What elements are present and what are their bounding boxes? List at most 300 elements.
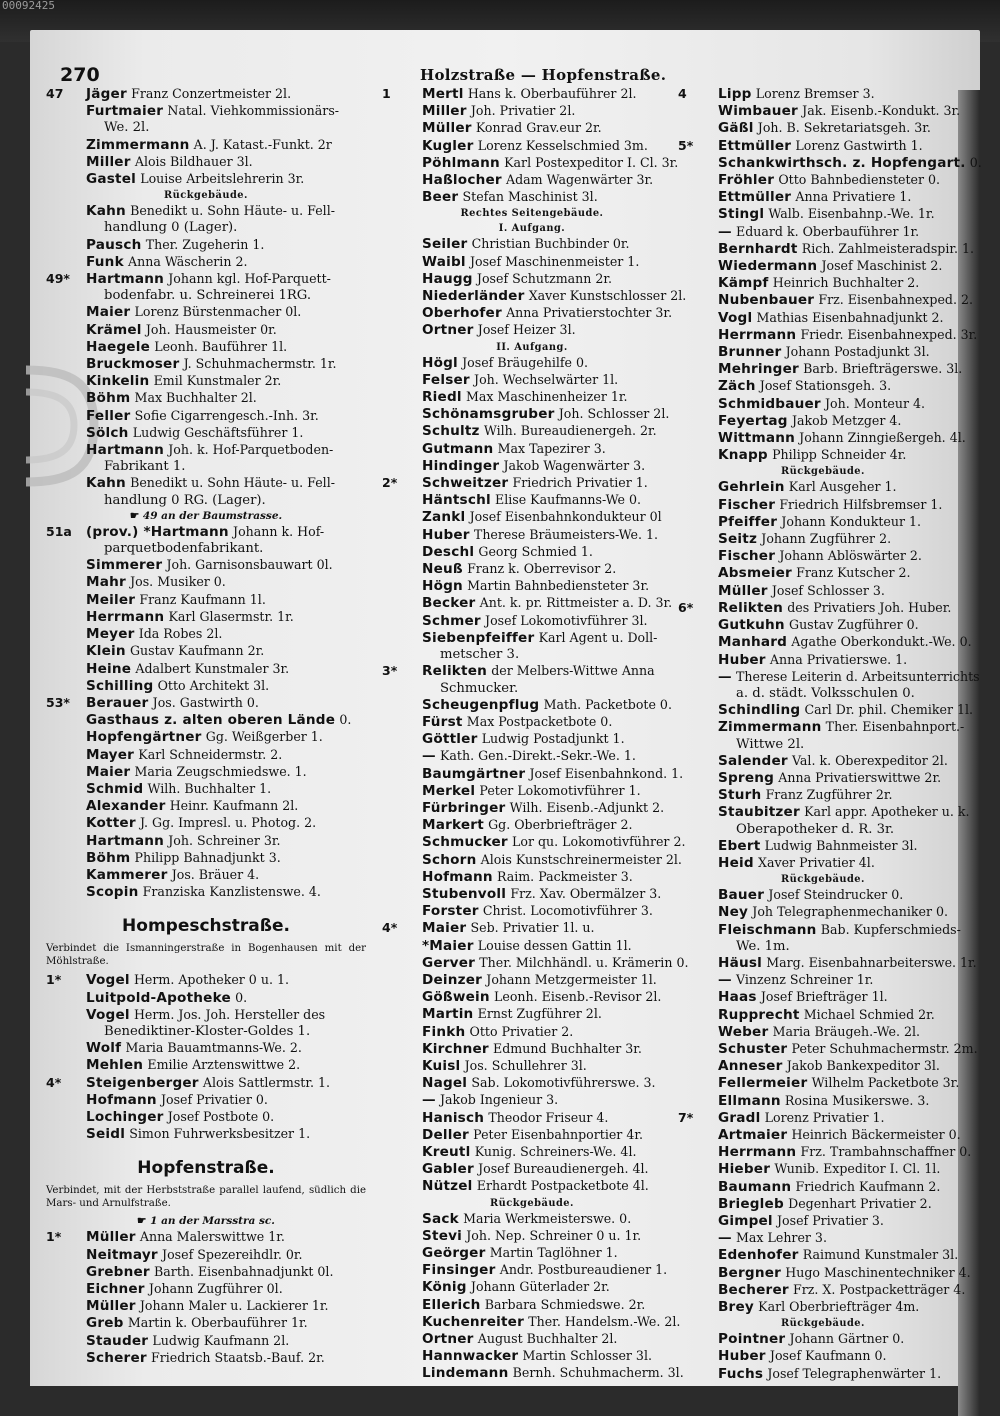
resident-name: — [422, 748, 436, 765]
resident-details: Jos. Schullehrer 3l. [464, 1057, 587, 1073]
directory-entry [382, 903, 682, 920]
resident-details: des Privatiers Joh. Huber. [787, 599, 952, 615]
resident-details: 0. [339, 712, 352, 728]
resident-name: Ortner [422, 322, 474, 339]
directory-entry [382, 355, 682, 372]
resident-details: Max Tapezirer 3. [497, 440, 606, 456]
house-number: 4* [382, 920, 398, 936]
resident-details: Wilh. Bureaudienergeh. 2r. [483, 423, 657, 439]
resident-details: Johann kgl. Hof-Parquett- [168, 271, 331, 287]
resident-name: Fröhler [718, 172, 775, 189]
directory-entry [678, 361, 968, 378]
resident-details: Elise Kaufmanns-We 0. [495, 492, 641, 508]
resident-name: Häusl [718, 954, 762, 971]
resident-name: Wittmann [718, 430, 795, 447]
resident-details: Rosina Musikerswe. 3. [784, 1092, 930, 1108]
directory-entry [678, 514, 968, 531]
resident-name: Lochinger [86, 1108, 164, 1125]
resident-name: Forster [422, 903, 479, 920]
directory-entry [678, 668, 980, 686]
directory-entry [382, 1348, 682, 1365]
directory-entry [678, 548, 968, 565]
directory-entry [382, 103, 682, 120]
resident-details: Ther. Eisenbahnport.- [825, 719, 965, 735]
resident-details: Ther. Zugeherin 1. [145, 236, 265, 252]
resident-name: Haßlocher [422, 172, 502, 189]
resident-details: Frz. Eisenbahnexped. 2. [818, 292, 973, 308]
directory-entry [46, 137, 366, 154]
directory-entry [678, 275, 968, 292]
resident-details: Martin k. Oberbauführer 1r. [127, 1315, 308, 1331]
resident-details: Jos. Gastwirth 0. [152, 694, 259, 710]
resident-name: Furtmaier [86, 103, 164, 120]
resident-name: Weber [718, 1023, 769, 1040]
resident-name: Zimmermann [86, 136, 190, 153]
resident-details: Josef Bureaudienergeh. 4l. [478, 1161, 649, 1177]
directory-entry [46, 1126, 366, 1143]
directory-entry [46, 574, 366, 591]
resident-details: Maria Bauamtmanns-We. 2. [125, 1040, 302, 1056]
column-3 [678, 86, 982, 1383]
resident-details: Frz. Xav. Obermälzer 3. [510, 885, 662, 901]
resident-details: Maria Werkmeisterswe. 0. [463, 1210, 632, 1226]
resident-name: Huber [718, 651, 766, 668]
resident-details: Joh. Garnisonsbauwart 0l. [166, 557, 333, 573]
directory-entry [382, 86, 682, 103]
resident-details: Bab. Kupferschmieds- [820, 921, 961, 937]
directory-entry [678, 138, 968, 155]
resident-details: Herm. Apotheker 0 u. 1. [133, 972, 289, 988]
resident-details: Vinzenz Schreiner 1r. [736, 972, 874, 988]
resident-details: Ludwig Postadjunkt 1. [481, 731, 625, 747]
resident-name: Beer [422, 189, 459, 206]
directory-entry [678, 497, 968, 514]
resident-name: Ettmüller [718, 189, 792, 206]
resident-details: Lorenz Gastwirth 1. [795, 137, 923, 153]
resident-name: Hannwacker [422, 1348, 519, 1365]
directory-entry [382, 372, 682, 389]
entry-continuation: Benediktiner-Kloster-Goldes 1. [104, 1023, 311, 1039]
resident-details: Edmund Buchhalter 3r. [493, 1040, 642, 1056]
directory-entry [46, 712, 366, 729]
street-heading: Hompeschstraße. [122, 916, 290, 937]
resident-details: Josef Schutzmann 2r. [476, 270, 613, 286]
directory-entry [46, 442, 366, 459]
resident-details: Erhardt Postpacketbote 4l. [476, 1178, 649, 1194]
resident-name: Pointner [718, 1331, 786, 1348]
directory-entry [678, 292, 973, 309]
resident-name: Bruckmoser [86, 356, 180, 373]
resident-details: Anna Privatierswe. 1. [769, 651, 908, 667]
resident-details: Lorenz Kesselschmied 3m. [477, 137, 648, 153]
resident-name: Scheugenpflug [422, 696, 540, 713]
resident-details: Ant. k. pr. Rittmeister a. D. 3r. [479, 595, 673, 611]
directory-entry [678, 634, 972, 651]
resident-details: Friedrich Kaufmann 2. [795, 1178, 941, 1194]
resident-details: Johann Güterlader 2r. [470, 1279, 610, 1295]
resident-name: Schankwirthsch. z. Hopfengart. [718, 154, 966, 171]
directory-entry [382, 509, 682, 526]
directory-entry [46, 747, 366, 764]
entry-continuation: handlung 0 RG. (Lager). [104, 492, 266, 508]
resident-name: Krämel [86, 321, 142, 338]
resident-details: Degenhart Privatier 2. [788, 1195, 932, 1211]
directory-entry [382, 458, 682, 475]
resident-name: Wimbauer [718, 103, 798, 120]
resident-name: Luitpold-Apotheke [86, 989, 231, 1006]
page-number: 270 [60, 64, 100, 86]
resident-details: Karl Ausgeher 1. [788, 479, 897, 495]
resident-name: Stevi [422, 1227, 463, 1244]
directory-entry [382, 800, 682, 817]
resident-name: Göttler [422, 731, 478, 748]
directory-entry [382, 1178, 682, 1195]
directory-entry [46, 884, 366, 901]
resident-name: Vogel [86, 972, 130, 989]
directory-entry [46, 781, 366, 798]
resident-name: Hartmann [86, 271, 165, 288]
resident-details: Friedrich Hilfsbremser 1. [779, 496, 943, 512]
building-subheading: II. Aufgang. [496, 341, 568, 353]
resident-details: Otto Privatier 2. [469, 1023, 574, 1039]
resident-name: Wolf [86, 1040, 122, 1057]
resident-details: Ludwig Geschäftsführer 1. [132, 424, 304, 440]
resident-details: Ther. Handelsm.-We. 2l. [528, 1313, 681, 1329]
resident-details: Josef Heizer 3l. [477, 322, 576, 338]
resident-name: Ellerich [422, 1296, 481, 1313]
directory-entry [46, 304, 366, 321]
resident-details: Anna Privatierstochter 3r. [506, 305, 673, 321]
building-subheading: Rechtes Seitengebäude. [460, 208, 604, 220]
resident-name: Haegele [86, 338, 150, 355]
resident-details: Joh. Wechselwärter 1l. [474, 371, 619, 387]
directory-entry [382, 1245, 682, 1262]
building-subheading: Rückgebäude. [781, 874, 865, 886]
directory-entry [678, 1161, 968, 1178]
resident-details: Benedikt u. Sohn Häute- u. Fell- [130, 203, 335, 219]
resident-details: Jakob Ingenieur 3. [440, 1092, 559, 1108]
directory-entry [678, 1058, 968, 1075]
directory-entry [382, 578, 682, 595]
resident-details: Marg. Eisenbahnarbeiterswe. 1r. [766, 954, 977, 970]
resident-name: Gradl [718, 1109, 761, 1126]
resident-details: A. J. Katast.-Funkt. 2r [193, 136, 332, 152]
directory-entry [382, 120, 682, 137]
resident-name: Stauder [86, 1332, 149, 1349]
directory-entry [46, 373, 366, 390]
resident-name: Edenhofer [718, 1247, 799, 1264]
directory-entry [382, 1211, 682, 1228]
entry-continuation: Wittwe 2l. [736, 736, 805, 752]
directory-entry [382, 492, 682, 509]
house-number: 2* [382, 475, 398, 491]
resident-name: Kuisl [422, 1057, 461, 1074]
resident-name: Greb [86, 1315, 124, 1332]
directory-entry [678, 120, 968, 137]
resident-details: Max Postpacketbote 0. [466, 713, 613, 729]
resident-details: Josef Maschinenmeister 1. [469, 253, 640, 269]
directory-entry [382, 938, 682, 955]
house-number: 4 [678, 86, 687, 101]
resident-details: Franz Zugführer 2r. [765, 787, 893, 803]
directory-entry [382, 305, 682, 322]
entry-continuation: parquetbodenfabrikant. [104, 541, 264, 557]
resident-details: Maria Zeugschmiedswe. 1. [134, 763, 307, 779]
resident-name: Mayer [86, 746, 135, 763]
directory-entry [382, 748, 682, 765]
resident-name: Fischer [718, 548, 776, 565]
directory-entry [46, 254, 366, 271]
building-subheading: Rückgebäude. [490, 1197, 574, 1209]
directory-entry [382, 1279, 682, 1296]
resident-name: Heine [86, 660, 132, 677]
resident-name: Schmid [86, 780, 144, 797]
directory-entry [678, 1040, 978, 1058]
entry-continuation: a. d. städt. Volksschulen 0. [736, 685, 915, 701]
resident-name: Haas [718, 989, 757, 1006]
directory-entry [678, 344, 968, 361]
resident-details: Max Maschinenheizer 1r. [465, 389, 628, 405]
resident-name: Spreng [718, 769, 775, 786]
resident-name: Gäßl [718, 120, 754, 137]
directory-entry [382, 886, 682, 903]
resident-name: Hieber [718, 1161, 771, 1178]
directory-entry [678, 189, 968, 206]
directory-entry [678, 310, 968, 327]
resident-details: Johann Zugführer 0l. [148, 1280, 283, 1296]
building-subheading: Rückgebäude. [164, 190, 248, 202]
resident-name: König [422, 1279, 467, 1296]
directory-entry [46, 524, 366, 541]
resident-name: Fleischmann [718, 921, 817, 938]
directory-entry [678, 617, 968, 634]
directory-entry [46, 764, 366, 781]
resident-details: Mathias Eisenbahnadjunkt 2. [756, 309, 944, 325]
resident-name: Böhm [86, 849, 131, 866]
house-number: 3* [382, 663, 398, 679]
directory-entry [678, 989, 968, 1006]
directory-entry [382, 561, 682, 578]
resident-details: Joh. Privatier 2l. [470, 103, 576, 119]
resident-details: Josef Kaufmann 0. [769, 1348, 887, 1364]
directory-entry [46, 643, 366, 660]
resident-name: Gößwein [422, 989, 490, 1006]
cross-reference-note [46, 1214, 366, 1229]
resident-details: Maria Bräugeh.-We. 2l. [772, 1023, 921, 1039]
scan-id: 00092425 [2, 0, 55, 12]
resident-name: Rupprecht [718, 1006, 800, 1023]
resident-details: Ther. Milchhändl. u. Krämerin 0. [479, 954, 689, 970]
resident-name: *Maier [422, 937, 474, 954]
resident-details: Karl Oberbriefträger 4m. [758, 1299, 920, 1315]
resident-details: Josef Spezereihdlr. 0r. [162, 1246, 303, 1262]
resident-name: Deschl [422, 543, 475, 560]
directory-entry [382, 389, 682, 406]
resident-name: Relikten [422, 663, 488, 680]
resident-name: Ebert [718, 837, 761, 854]
resident-name: Absmeier [718, 565, 792, 582]
directory-entry [46, 339, 366, 356]
resident-details: Ludwig Bahnmeister 3l. [764, 837, 918, 853]
directory-entry [382, 1058, 682, 1075]
resident-name: Simmerer [86, 557, 163, 574]
resident-name: Schönamsgruber [422, 406, 555, 423]
resident-details: Natal. Viehkommissionärs- [167, 103, 340, 119]
directory-entry [382, 1041, 682, 1058]
resident-details: Frz. X. Postpacketträger 4. [792, 1281, 966, 1297]
building-subheading: Rückgebäude. [781, 1318, 865, 1330]
resident-details: Christ. Locomotivführer 3. [482, 903, 653, 919]
directory-entry [678, 1366, 968, 1383]
resident-name: Fischer [718, 496, 776, 513]
directory-entry [382, 544, 682, 561]
resident-details: Wilh. Buchhalter 1. [147, 780, 272, 796]
resident-name: Stubenvoll [422, 885, 507, 902]
resident-name: Baumgärtner [422, 765, 526, 782]
resident-name: Manhard [718, 634, 788, 651]
resident-name: Knapp [718, 447, 768, 464]
cross-reference-note [46, 509, 366, 524]
directory-entry [382, 663, 682, 680]
resident-details: Friedrich Privatier 1. [512, 475, 648, 491]
resident-name: Zäch [718, 378, 756, 395]
resident-name: Kotter [86, 815, 136, 832]
resident-details: Emilie Arztenswittwe 2. [147, 1057, 301, 1073]
resident-details: der Melbers-Wittwe Anna [491, 663, 655, 679]
resident-name: Maier [422, 920, 467, 937]
resident-name: Gehrlein [718, 479, 785, 496]
resident-details: Martin Bahnbediensteter 3r. [467, 578, 650, 594]
resident-name: Felser [422, 371, 470, 388]
resident-details: Jos. Musiker 0. [130, 574, 226, 590]
resident-name: Mahr [86, 574, 126, 591]
directory-entry [46, 408, 366, 425]
resident-name: Nützel [422, 1178, 473, 1195]
resident-details: Otto Bahnbediensteter 0. [778, 172, 941, 188]
resident-details: Kunig. Schreiners-We. 4l. [474, 1143, 637, 1159]
resident-details: Barb. Briefträgerswe. 3l. [803, 361, 963, 377]
resident-details: Jak. Eisenb.-Kondukt. 3r. [802, 103, 961, 119]
resident-details: Alois Bildhauer 3l. [134, 153, 253, 169]
directory-entry [382, 254, 682, 271]
directory-entry [678, 565, 968, 582]
directory-entry [46, 203, 366, 220]
resident-details: Xaver Privatier 4l. [758, 854, 875, 870]
house-number: 5* [678, 137, 694, 153]
resident-details: Johann Maler u. Lackierer 1r. [139, 1298, 329, 1314]
directory-entry [382, 697, 682, 714]
resident-details: Karl Glasermstr. 1r. [168, 608, 294, 624]
directory-entry [382, 731, 682, 748]
directory-entry [46, 1333, 366, 1350]
directory-entry [46, 1350, 366, 1367]
directory-entry [678, 378, 968, 395]
directory-entry [678, 1196, 968, 1213]
directory-entry [382, 441, 682, 458]
resident-name: (prov.) *Hartmann [86, 523, 229, 540]
resident-details: Heinr. Kaufmann 2l. [169, 798, 299, 814]
directory-entry [382, 834, 686, 851]
street-description: Verbindet, mit der Herbststraße parallel laufend, südlich die Mars- und Arnulfstraße. [46, 1185, 366, 1209]
resident-details: Joh. Schlosser 2l. [558, 406, 670, 422]
resident-details: Jakob Metzger 4. [791, 412, 902, 428]
resident-name: Högl [422, 354, 458, 371]
directory-entry [382, 817, 682, 834]
resident-name: Schindling [718, 702, 801, 719]
resident-details: Gg. Oberbriefträger 2. [488, 817, 633, 833]
resident-name: Schultz [422, 423, 480, 440]
directory-entry [46, 322, 366, 339]
directory-entry [382, 972, 682, 989]
resident-name: Steigenberger [86, 1074, 199, 1091]
resident-details: Konrad Grav.eur 2r. [475, 120, 602, 136]
resident-name: Bauer [718, 887, 765, 904]
directory-entry [678, 154, 982, 172]
resident-details: 0. [969, 154, 982, 170]
resident-details: Gustav Zugführer 0. [789, 617, 919, 633]
directory-entry [382, 613, 682, 630]
directory-entry [46, 1057, 366, 1074]
directory-entry [46, 557, 366, 574]
resident-name: Grebner [86, 1263, 150, 1280]
resident-name: Sturh [718, 787, 762, 804]
resident-details: Josef Steindrucker 0. [768, 887, 904, 903]
resident-name: Ortner [422, 1331, 474, 1348]
resident-name: Meiler [86, 591, 136, 608]
resident-name: Jäger [86, 86, 127, 102]
directory-entry [46, 1007, 366, 1024]
directory-entry [382, 766, 682, 783]
directory-entry [382, 1127, 682, 1144]
directory-entry [678, 103, 968, 120]
resident-details: Johann Zinngießergeh. 4l. [799, 430, 966, 446]
resident-name: Kammerer [86, 866, 168, 883]
resident-name: Staubitzer [718, 804, 800, 821]
resident-name: Schuster [718, 1040, 788, 1057]
directory-entry [678, 430, 968, 447]
resident-details: Sab. Lokomotivführerswe. 3. [471, 1075, 656, 1091]
house-number: 1 [382, 86, 391, 101]
resident-name: Zankl [422, 509, 466, 526]
resident-name: Berauer [86, 694, 149, 711]
resident-details: Johann Ablöswärter 2. [779, 548, 922, 564]
directory-entry [678, 583, 968, 600]
resident-details: Michael Schmied 2r. [803, 1006, 935, 1022]
building-subheading: I. Aufgang. [498, 223, 566, 235]
directory-entry [46, 103, 366, 120]
resident-name: Maier [86, 304, 131, 321]
resident-details: Val. k. Oberexpeditor 2l. [791, 752, 948, 768]
directory-entry [382, 155, 682, 172]
directory-entry [678, 1127, 968, 1144]
resident-details: Friedrich Staatsb.-Bauf. 2r. [150, 1349, 325, 1365]
resident-details: Josef Eisenbahnkond. 1. [529, 765, 684, 781]
resident-name: Briegleb [718, 1195, 784, 1212]
resident-name: — [718, 668, 732, 685]
building-subheading: Rückgebäude. [781, 466, 865, 478]
pointing-hand-icon: ☛ [129, 509, 143, 522]
directory-entry [382, 172, 682, 189]
resident-name: Schmidbauer [718, 395, 821, 412]
resident-details: Josef Briefträger 1l. [760, 989, 888, 1005]
directory-entry [46, 1092, 366, 1109]
resident-name: Fürst [422, 713, 463, 730]
directory-entry [46, 271, 366, 288]
resident-details: Eduard k. Oberbauführer 1r. [736, 223, 920, 239]
resident-details: Wilhelm Packetbote 3r. [811, 1075, 960, 1091]
resident-details: Gg. Weißgerber 1. [205, 729, 323, 745]
directory-entry [46, 729, 366, 746]
